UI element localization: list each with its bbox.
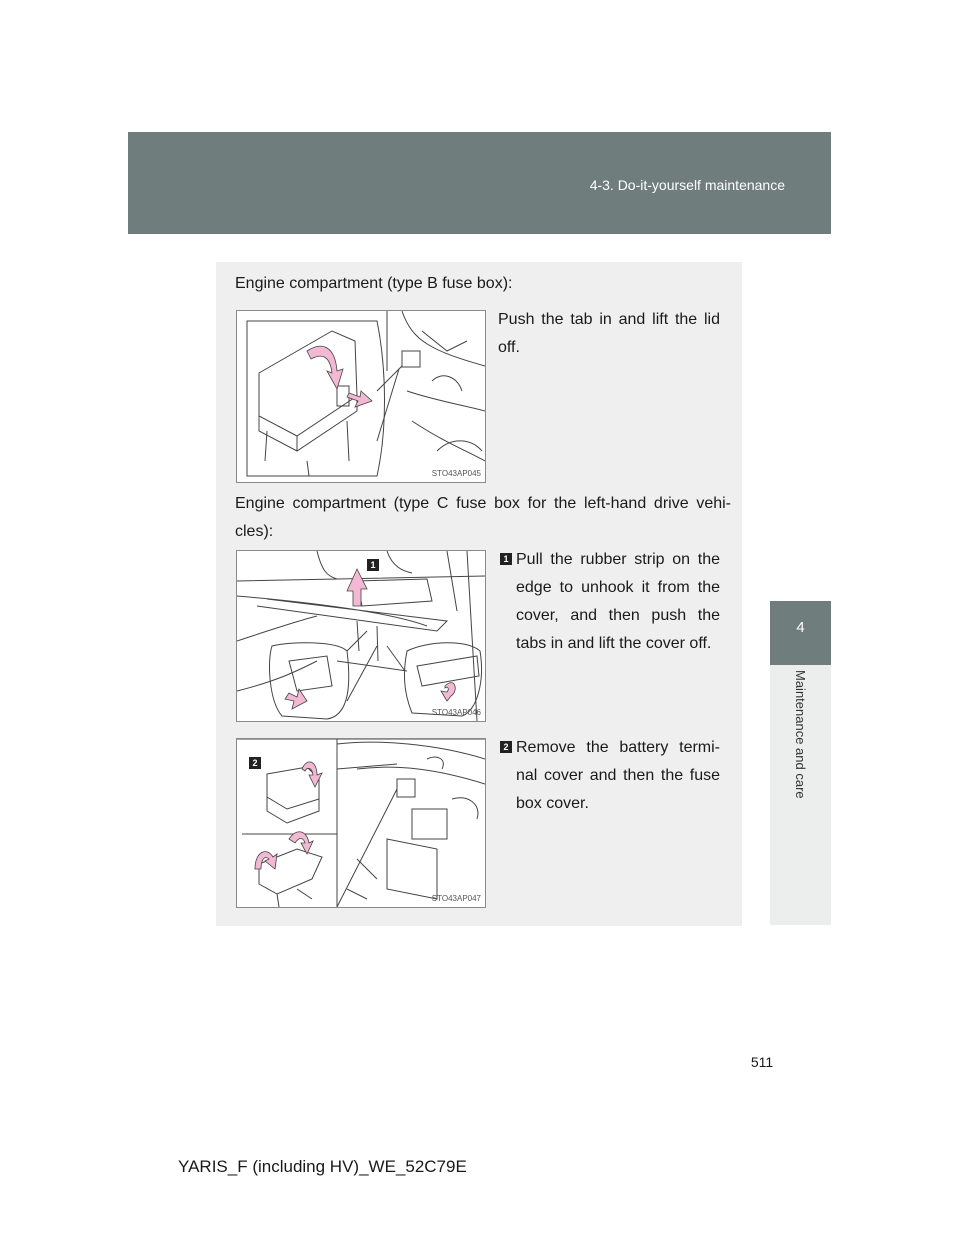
figure-c1-rubber-strip — [236, 550, 486, 722]
chapter-tab — [770, 601, 831, 665]
step1-marker: 1 — [500, 553, 512, 565]
section-b-text: Push the tab in and lift the lid off. — [498, 311, 720, 356]
figure-b-code: STO43AP045 — [431, 469, 481, 478]
section-header — [128, 132, 831, 234]
chapter-label — [793, 670, 809, 799]
figure-c2-terminal-cover — [236, 738, 486, 908]
step2-marker: 2 — [500, 741, 512, 753]
content-panel — [216, 262, 742, 926]
figure-c1-step-marker: 1 — [367, 559, 379, 571]
page-number: 511 — [750, 1054, 774, 1070]
figure-b-fuse-box-lid — [236, 310, 486, 483]
section-b-heading: Engine compartment (type B fuse box): — [235, 275, 513, 292]
figure-c2-code: STO43AP047 — [431, 894, 481, 903]
section-c-heading: Engine compartment (type C fuse box for the left-hand drive vehi-cles): — [235, 495, 731, 540]
engine-fuse-box-c-step2-illustration — [237, 739, 485, 907]
figure-c2-step-marker: 2 — [249, 757, 261, 769]
section-title: 4-3. Do-it-yourself maintenance — [589, 177, 785, 193]
chapter-label-text: Maintenance and care — [793, 670, 808, 799]
chapter-number: 4 — [796, 619, 805, 636]
figure-c1-code: STO43AP046 — [431, 708, 481, 717]
step1-text: Pull the rubber strip on the edge to unhook it from the cover, and then push the tabs in and lift the cover off. — [516, 551, 720, 652]
engine-fuse-box-c-step1-illustration — [237, 551, 485, 721]
engine-fuse-box-b-illustration — [237, 311, 485, 482]
document-footer: YARIS_F (including HV)_WE_52C79E — [178, 1157, 467, 1176]
step2-text: Remove the battery termi-nal cover and then the fuse box cover. — [516, 739, 720, 812]
